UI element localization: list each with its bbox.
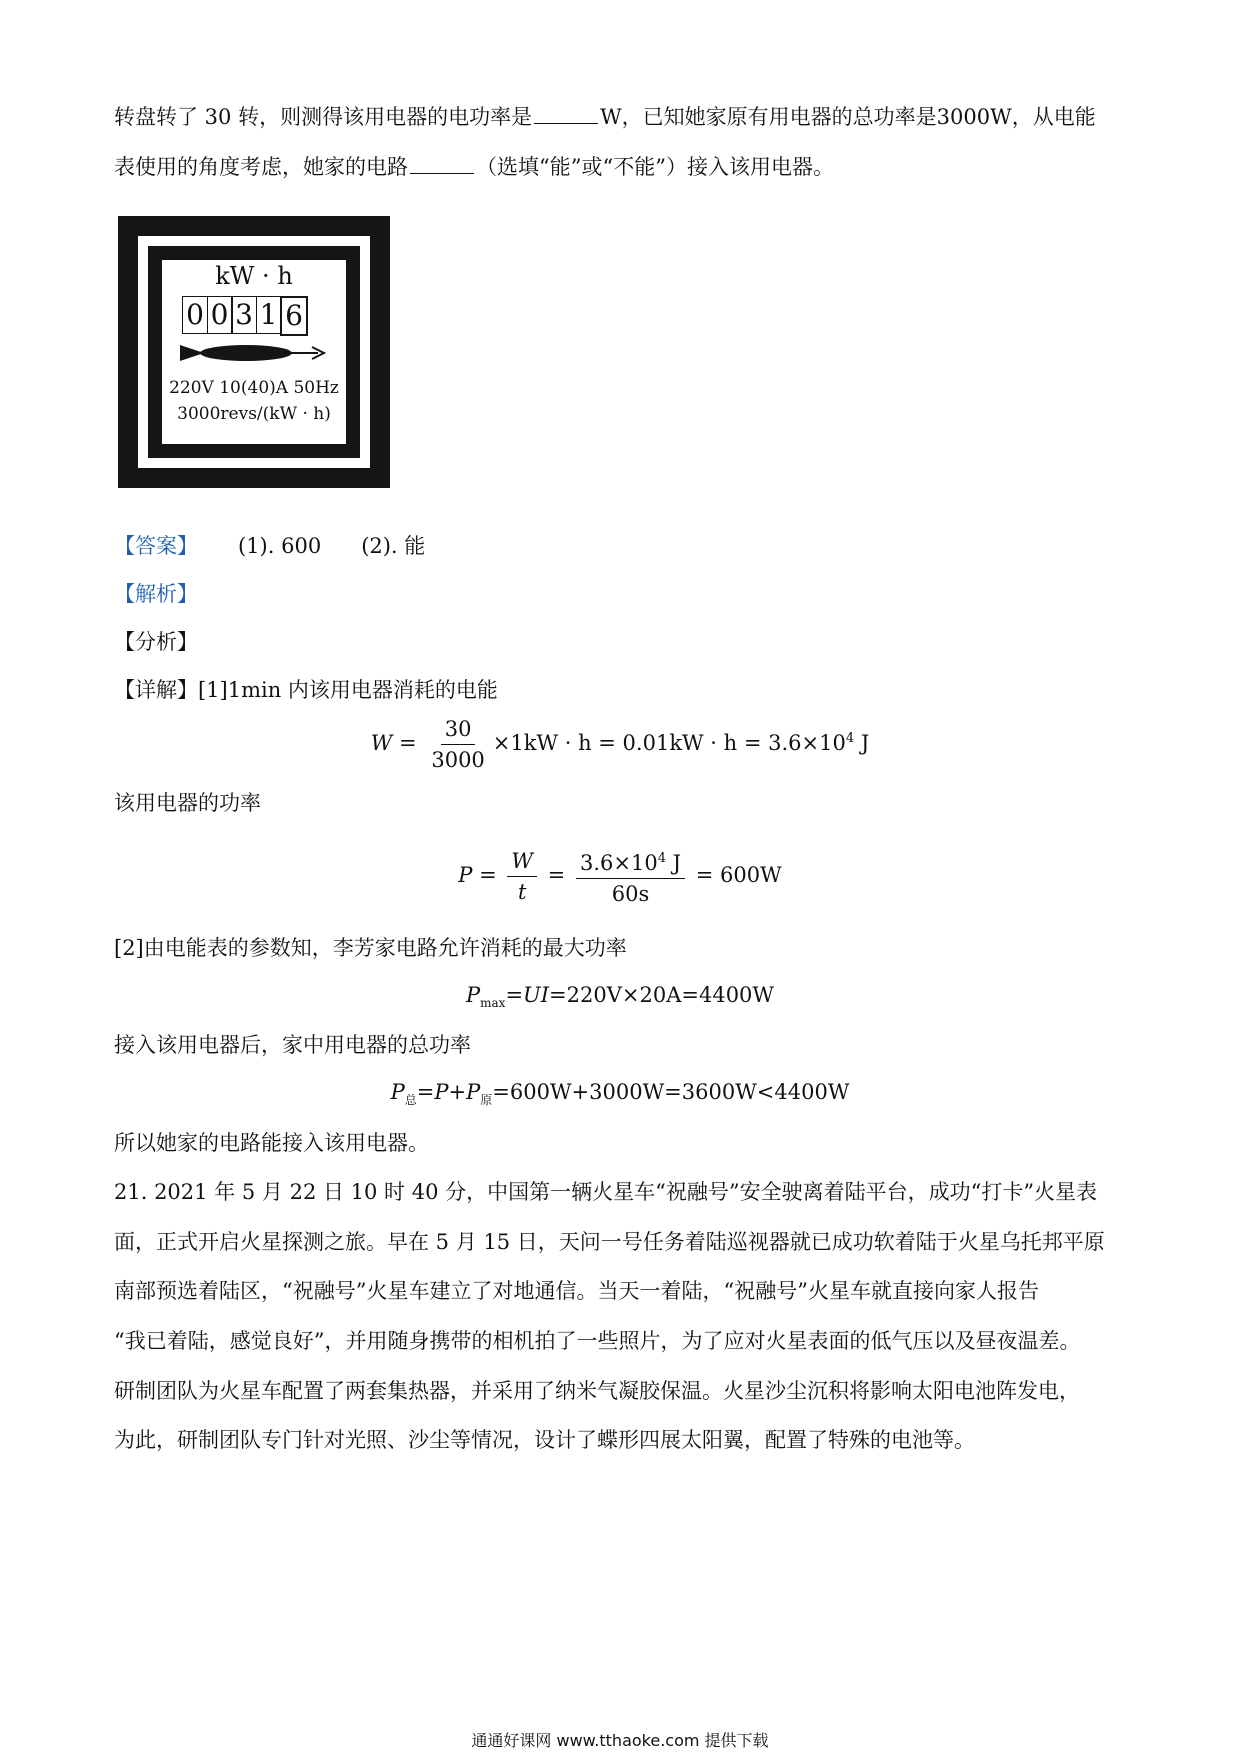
fraction-energy-time: $\frac{3.6\times 10^4 J}{60s}$	[576, 846, 685, 907]
detail-line	[114, 675, 498, 705]
equation-energy: W = $\frac{30}{3000}$ $\times 1kW \cdot h = 0.01kW \cdot h = 3.6\times 10^4$ J	[370, 717, 870, 772]
fraction-w-t: $\frac{W}{t}$	[507, 848, 537, 905]
fenxi-tag: 【分析】	[114, 630, 198, 654]
equation-max-power: $P_{max}=UI=220V\times 20A=4400W$	[465, 983, 774, 1011]
answer-blank-2	[410, 153, 474, 174]
meter-unit: kW · h	[215, 262, 293, 290]
step2-text: [2]由电能表的参数知，李芳家电路允许消耗的最大功率	[114, 936, 627, 960]
analysis-line	[114, 579, 198, 609]
meter-spec-revs: 3000revs/(kW · h)	[177, 404, 331, 424]
analysis-tag: 【解析】	[114, 582, 198, 606]
meter-digits	[182, 296, 307, 336]
intro-text-1a: 转盘转了 30 转，则测得该用电器的电功率是	[114, 105, 533, 129]
intro-text-2a: 表使用的角度考虑，她家的电路	[114, 155, 408, 179]
intro-text-1b: W，已知她家原有用电器的总功率是3000W，从电能	[600, 105, 1096, 129]
fenxi-line	[114, 627, 198, 657]
step3-text: 接入该用电器后，家中用电器的总功率	[114, 1033, 471, 1057]
answer-2: (2). 能	[361, 534, 426, 558]
answer-line	[114, 531, 425, 561]
power-label: 该用电器的功率	[114, 791, 261, 815]
energy-meter-figure	[118, 216, 390, 488]
meter-digit: 3	[231, 296, 257, 334]
fraction-revs: $\frac{30}{3000}$	[431, 717, 485, 772]
meter-digit: 0	[182, 296, 208, 334]
q21-line-6: 为此，研制团队专门针对光照、沙尘等情况，设计了蝶形四展太阳翼，配置了特殊的电池等。	[114, 1428, 975, 1452]
meter-digit: 6	[280, 296, 308, 336]
intro-text-2b: （选填“能”或“不能”）接入该用电器。	[476, 155, 834, 179]
answer-blank-1	[534, 103, 598, 124]
q21-line-5: 研制团队为火星车配置了两套集热器，并采用了纳米气凝胶保温。火星沙尘沉积将影响太阳电池阵发电，	[114, 1379, 1080, 1403]
answer-tag: 【答案】	[114, 534, 198, 558]
intro-line-1	[114, 102, 1096, 132]
meter-digit: 0	[207, 296, 233, 334]
answer-1: (1). 600	[238, 534, 322, 558]
meter-dial-arrow-icon	[178, 340, 328, 366]
q21-line-4: “我已着陆，感觉良好”，并用随身携带的相机拍了一些照片，为了应对火星表面的低气压以及昼夜温差。	[114, 1329, 1081, 1353]
equation-total-power: $P_总=P+P_原=600W+3000W=3600W<4400W$	[390, 1080, 850, 1108]
detail-tag: 【详解】	[114, 678, 198, 702]
q21-line-2: 面，正式开启火星探测之旅。早在 5 月 15 日，天问一号任务着陆巡视器就已成功软着陆于火星乌托邦平原	[114, 1230, 1105, 1254]
detail-text: [1]1min 内该用电器消耗的电能	[198, 678, 498, 702]
q21-line-1: 21. 2021 年 5 月 22 日 10 时 40 分，中国第一辆火星车“祝融号”安全驶离着陆平台，成功“打卡”火星表	[114, 1180, 1098, 1204]
equation-power: P = $\frac{W}{t}$ = $\frac{3.6\times 10^4 J}{60s}$ = 600W	[0, 846, 1240, 907]
meter-digit: 1	[256, 296, 282, 334]
conclusion-text: 所以她家的电路能接入该用电器。	[114, 1131, 429, 1155]
meter-spec-rating: 220V 10(40)A 50Hz	[169, 378, 339, 398]
q21-line-3: 南部预选着陆区，“祝融号”火星车建立了对地通信。当天一着陆，“祝融号”火星车就直接向家人报告	[114, 1279, 1039, 1303]
page-footer: 通通好课网 www.tthaoke.com 提供下载	[471, 1731, 769, 1750]
intro-line-2	[114, 152, 834, 182]
